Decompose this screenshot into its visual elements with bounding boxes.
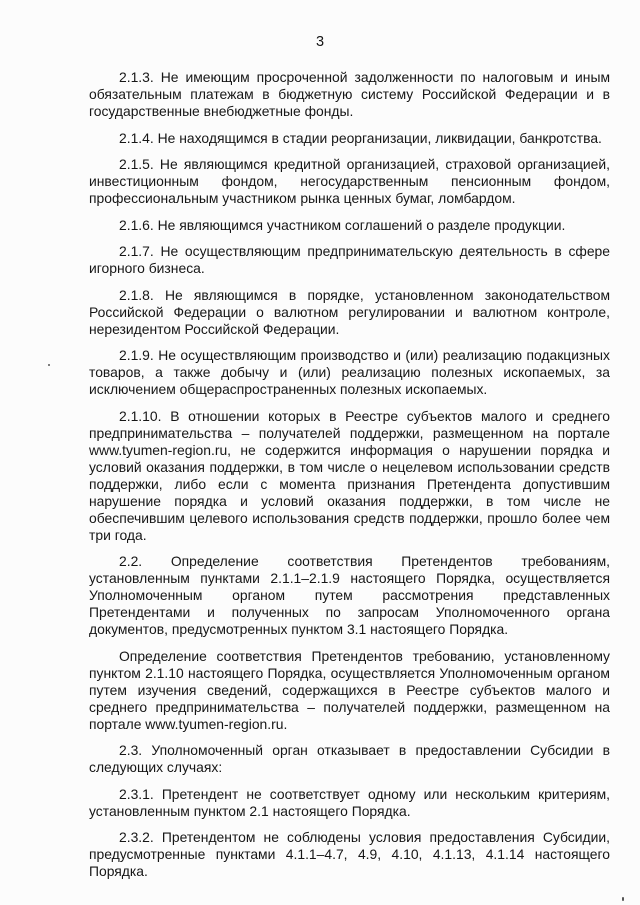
paragraph-2-2-continued: Определение соответствия Претендентов требованию, установленному пунктом 2.1.10 настоящего Порядка, осуществляется Уполномоченным органом путем изучения сведений, содержащихся в Реестре субъектов малого и среднего предпринимательства – получателей поддержки, размещенном на портале www.tyumen-region.ru. (89, 647, 610, 732)
scan-speck (48, 364, 50, 366)
paragraph-2-1-10: 2.1.10. В отношении которых в Реестре субъектов малого и среднего предпринимательства – получателей поддержки, размещенном на портале www.tyumen-region.ru, не содержится информация о нарушении порядка и условий оказания поддержки, в том числе о нецелевом использовании средств поддержки, либо если с момента признания Претендента допустившим нарушение порядка и условий оказания поддержки, в том числе не обеспечившим целевого использования средств поддержки, прошло более чем три года. (89, 407, 610, 543)
paragraph-2-1-7: 2.1.7. Не осуществляющим предпринимательскую деятельность в сфере игорного бизнеса. (89, 243, 610, 276)
paragraph-2-3-1: 2.3.1. Претендент не соответствует одному или нескольким критериям, установленным пунктом 2.1 настоящего Порядка. (89, 785, 610, 819)
paragraph-2-1-3: 2.1.3. Не имеющим просроченной задолженности по налоговым и иным обязательным платежам в бюджетную систему Российской Федерации и в государственные внебюджетные фонды. (89, 69, 610, 119)
page-number: 3 (315, 34, 325, 50)
paragraph-2-1-6: 2.1.6. Не являющимся участником соглашений о разделе продукции. (119, 216, 566, 233)
document-body (89, 69, 610, 880)
scan-speck (622, 897, 624, 901)
paragraph-2-2: 2.2. Определение соответствия Претендентов требованиям, установленным пунктами 2.1.1–2.1.9 настоящего Порядка, осуществляется Уполномоченным органом путем рассмотрения представленных Претендентами и полученных по запросам Уполномоченного органа документов, предусмотренных пунктом 3.1 настоящего Порядка. (89, 553, 610, 637)
paragraph-2-3: 2.3. Уполномоченный орган отказывает в предоставлении Субсидии в следующих случаях: (89, 742, 610, 775)
paragraph-2-1-9: 2.1.9. Не осуществляющим производство и (или) реализацию подакцизных товаров, а также добычу и (или) реализацию полезных ископаемых, за исключением общераспространенных полезных ископаемых. (89, 347, 610, 397)
paragraph-2-1-4: 2.1.4. Не находящимся в стадии реорганизации, ликвидации, банкротства. (119, 129, 602, 146)
paragraph-2-1-8: 2.1.8. Не являющимся в порядке, установленном законодательством Российской Федерации о валютном регулировании и валютном контроле, нерезидентом Российской Федерации. (89, 286, 610, 337)
paragraph-2-1-5: 2.1.5. Не являющимся кредитной организацией, страховой организацией, инвестиционным фондом, негосударственным пенсионным фондом, профессиональным участником рынка ценных бумаг, ломбардом. (89, 156, 610, 206)
paragraph-2-3-2: 2.3.2. Претендентом не соблюдены условия предоставления Субсидии, предусмотренные пунктами 4.1.1–4.7, 4.9, 4.10, 4.1.13, 4.1.14 настоящего Порядка. (89, 829, 610, 879)
